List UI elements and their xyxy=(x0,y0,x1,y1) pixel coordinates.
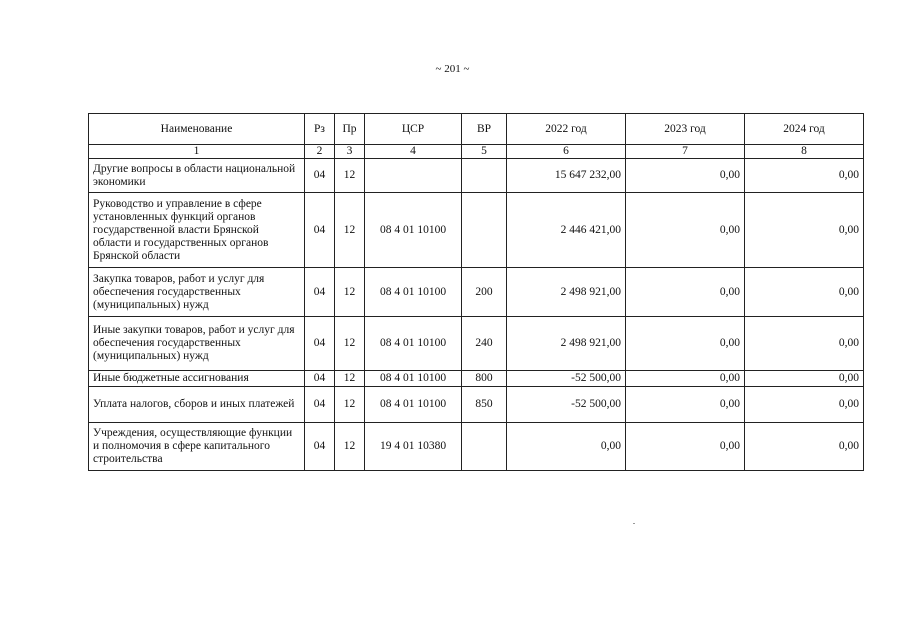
row-csr: 08 4 01 10100 xyxy=(365,371,462,387)
header-csr: ЦСР xyxy=(365,114,462,145)
row-2023: 0,00 xyxy=(626,193,745,268)
row-rz: 04 xyxy=(305,423,335,471)
header-2024: 2024 год xyxy=(745,114,864,145)
row-name: Учреждения, осуществляющие функции и полномочия в сфере капитального строительства xyxy=(89,423,305,471)
row-2022: 2 498 921,00 xyxy=(507,268,626,317)
row-rz: 04 xyxy=(305,193,335,268)
row-2023: 0,00 xyxy=(626,317,745,371)
column-number: 5 xyxy=(462,145,507,159)
row-2023: 0,00 xyxy=(626,268,745,317)
row-pr: 12 xyxy=(335,387,365,423)
scan-speck xyxy=(633,523,635,524)
header-2023: 2023 год xyxy=(626,114,745,145)
row-2022: -52 500,00 xyxy=(507,371,626,387)
row-2022: 0,00 xyxy=(507,423,626,471)
column-number: 2 xyxy=(305,145,335,159)
header-2022: 2022 год xyxy=(507,114,626,145)
row-name: Иные бюджетные ассигнования xyxy=(89,371,305,387)
row-pr: 12 xyxy=(335,193,365,268)
table-row xyxy=(89,371,864,387)
table-row xyxy=(89,387,864,423)
table-row xyxy=(89,423,864,471)
row-csr: 08 4 01 10100 xyxy=(365,268,462,317)
header-vr: ВР xyxy=(462,114,507,145)
row-rz: 04 xyxy=(305,317,335,371)
row-name: Другие вопросы в области национальной экономики xyxy=(89,159,305,193)
column-number: 8 xyxy=(745,145,864,159)
header-name: Наименование xyxy=(89,114,305,145)
row-2024: 0,00 xyxy=(745,371,864,387)
row-pr: 12 xyxy=(335,317,365,371)
row-rz: 04 xyxy=(305,371,335,387)
table-row xyxy=(89,193,864,268)
row-csr xyxy=(365,159,462,193)
row-csr: 19 4 01 10380 xyxy=(365,423,462,471)
column-number: 7 xyxy=(626,145,745,159)
row-2024: 0,00 xyxy=(745,268,864,317)
row-2022: -52 500,00 xyxy=(507,387,626,423)
row-name: Иные закупки товаров, работ и услуг для обеспечения государственных (муниципальных) нужд xyxy=(89,317,305,371)
row-2022: 15 647 232,00 xyxy=(507,159,626,193)
row-csr: 08 4 01 10100 xyxy=(365,193,462,268)
row-pr: 12 xyxy=(335,371,365,387)
column-number: 6 xyxy=(507,145,626,159)
header-pr: Пр xyxy=(335,114,365,145)
column-number: 3 xyxy=(335,145,365,159)
table-row xyxy=(89,268,864,317)
column-number: 1 xyxy=(89,145,305,159)
row-2023: 0,00 xyxy=(626,387,745,423)
header-rz: Рз xyxy=(305,114,335,145)
row-2023: 0,00 xyxy=(626,423,745,471)
budget-table xyxy=(88,113,864,471)
row-2024: 0,00 xyxy=(745,159,864,193)
row-vr xyxy=(462,193,507,268)
page-number: ~ 201 ~ xyxy=(435,63,470,75)
row-name: Руководство и управление в сфере установленных функций органов государственной власти Брянской области и государственных органов Брянской области xyxy=(89,193,305,268)
row-vr: 850 xyxy=(462,387,507,423)
row-csr: 08 4 01 10100 xyxy=(365,317,462,371)
row-2022: 2 446 421,00 xyxy=(507,193,626,268)
table-row xyxy=(89,159,864,193)
row-pr: 12 xyxy=(335,423,365,471)
row-vr xyxy=(462,423,507,471)
row-pr: 12 xyxy=(335,159,365,193)
table-row xyxy=(89,317,864,371)
row-vr xyxy=(462,159,507,193)
row-rz: 04 xyxy=(305,387,335,423)
row-2024: 0,00 xyxy=(745,387,864,423)
row-2023: 0,00 xyxy=(626,371,745,387)
row-rz: 04 xyxy=(305,268,335,317)
row-name: Уплата налогов, сборов и иных платежей xyxy=(89,387,305,423)
row-csr: 08 4 01 10100 xyxy=(365,387,462,423)
row-pr: 12 xyxy=(335,268,365,317)
row-vr: 800 xyxy=(462,371,507,387)
row-2022: 2 498 921,00 xyxy=(507,317,626,371)
column-number: 4 xyxy=(365,145,462,159)
column-number-row xyxy=(89,145,864,159)
row-2024: 0,00 xyxy=(745,317,864,371)
row-2023: 0,00 xyxy=(626,159,745,193)
row-2024: 0,00 xyxy=(745,193,864,268)
row-vr: 200 xyxy=(462,268,507,317)
header-row xyxy=(89,114,864,145)
row-name: Закупка товаров, работ и услуг для обеспечения государственных (муниципальных) нужд xyxy=(89,268,305,317)
row-rz: 04 xyxy=(305,159,335,193)
row-vr: 240 xyxy=(462,317,507,371)
row-2024: 0,00 xyxy=(745,423,864,471)
